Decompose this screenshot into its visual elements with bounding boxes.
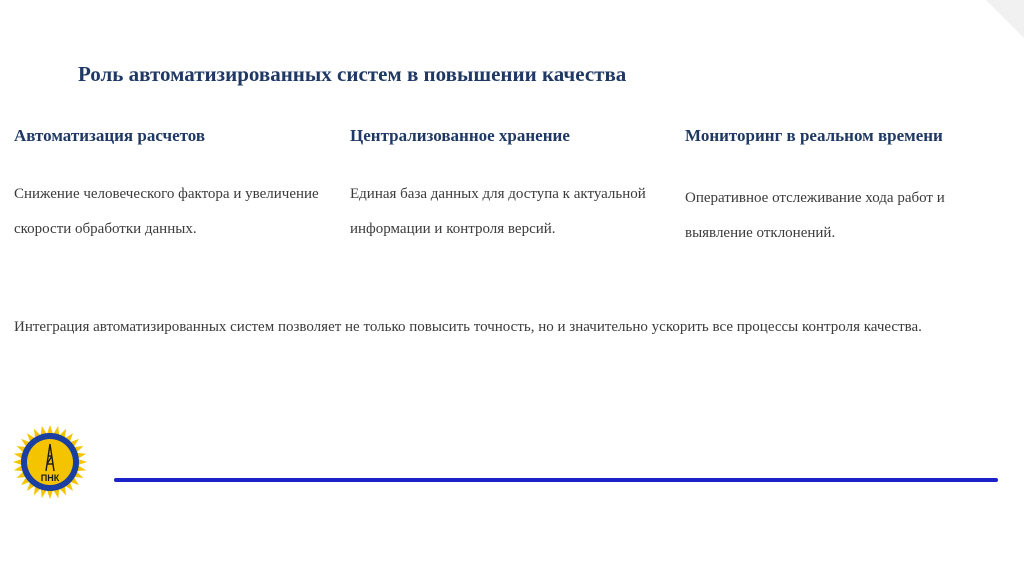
sun-ray [47, 490, 53, 499]
column-heading: Мониторинг в реальном времени [685, 126, 943, 145]
column-heading: Централизованное хранение [350, 126, 570, 145]
column-monitoring [685, 126, 1005, 251]
column-heading: Автоматизация расчетов [14, 126, 206, 145]
sun-ray [13, 459, 22, 465]
column-text: Единая база данных для доступа к актуальной информации и контроля версий. [350, 186, 646, 237]
summary-paragraph: Интеграция автоматизированных систем позволяет не только повысить точность, но и значительно ускорить все процессы контроля качества. [14, 319, 922, 335]
page-corner-fold [986, 0, 1024, 38]
company-logo [12, 424, 88, 500]
sun-ray [78, 459, 87, 465]
column-storage [350, 126, 670, 247]
column-text: Оперативное отслеживание хода работ и выявление отклонений. [685, 190, 945, 241]
divider-line [114, 478, 998, 482]
sun-ray [47, 425, 53, 434]
slide-title: Роль автоматизированных систем в повышении качества [78, 62, 627, 86]
column-automation [14, 126, 334, 247]
logo-text: ПНК [40, 473, 60, 483]
column-text: Снижение человеческого фактора и увеличение скорости обработки данных. [14, 186, 319, 237]
sun-emblem-icon [12, 424, 88, 500]
